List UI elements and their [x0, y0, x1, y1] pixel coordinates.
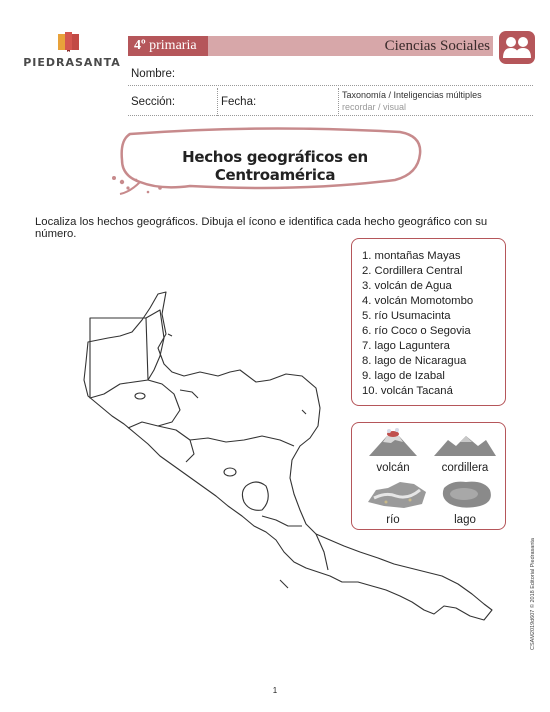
mountain-range-icon	[434, 430, 496, 458]
subject-title: Ciencias Sociales	[384, 38, 490, 54]
list-item: 9. lago de Izabal	[362, 370, 445, 382]
list-item: 8. lago de Nicaragua	[362, 355, 467, 367]
taxonomy-sub: recordar / visual	[342, 102, 407, 112]
grade-suffix: primaria	[149, 38, 197, 53]
list-item: 2. Cordillera Central	[362, 265, 463, 277]
instructions-text: Localiza los hechos geográficos. Dibuja el ícono e identifica cada hecho geográfico con su número.	[35, 216, 488, 240]
section-label: Sección:	[131, 96, 176, 108]
book-logo-icon	[58, 32, 80, 52]
list-item: 3. volcán de Agua	[362, 280, 452, 292]
list-item: 7. lago Laguntera	[362, 340, 450, 352]
list-item: 10. volcán Tacaná	[362, 385, 453, 397]
name-row	[128, 65, 533, 86]
side-credit: CSAM2019d607 © 2018 Editorial Piedrasanta	[530, 538, 536, 650]
grade-number: 4º	[134, 38, 146, 53]
taxonomy-label: Taxonomía / Inteligencias múltiples	[342, 90, 482, 100]
divider	[338, 88, 339, 116]
icon-label-rio: río	[386, 514, 400, 526]
facts-list-box	[351, 238, 506, 406]
page-title: Hechos geográficos en Centroamérica	[182, 148, 368, 184]
grade-label	[128, 36, 208, 56]
group-people-icon	[499, 31, 535, 64]
list-item: 5. río Usumacinta	[362, 310, 451, 322]
list-item: 1. montañas Mayas	[362, 250, 461, 262]
list-item: 4. volcán Momotombo	[362, 295, 474, 307]
name-label: Nombre:	[131, 68, 176, 80]
brand-name: PIEDRASANTA	[23, 56, 121, 69]
list-item: 6. río Coco o Segovia	[362, 325, 471, 337]
lake-icon	[440, 478, 494, 510]
icon-label-cordillera: cordillera	[441, 462, 489, 474]
icon-label-volcan: volcán	[376, 462, 410, 474]
page-number: 1	[272, 686, 278, 695]
divider	[217, 88, 218, 116]
volcano-icon	[365, 428, 421, 458]
river-icon	[366, 478, 428, 510]
date-label: Fecha:	[221, 96, 257, 108]
icon-label-lago: lago	[454, 514, 476, 526]
facts-list	[362, 249, 473, 399]
